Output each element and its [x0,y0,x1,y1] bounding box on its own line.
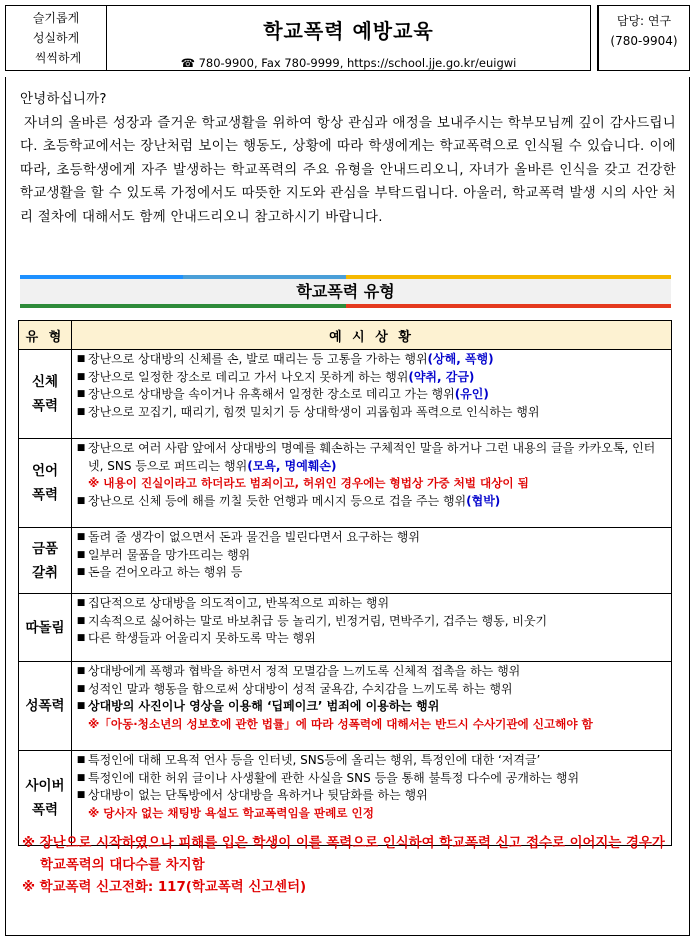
item-text: 장난으로 상대방을 속이거나 유혹해서 일정한 장소로 데리고 가는 행위 [88,387,455,402]
item-text-wrap [88,369,667,387]
warning-note: ※「아동·청소년의 성보호에 관한 법률」에 따라 성폭력에 대해서는 반드시 수사기관에 신고해야 함 [88,716,593,731]
square-bullet-icon: ■ [76,354,86,364]
item-text: 지속적으로 싫어하는 말로 바보취급 등 놀리기, 빈정거림, 면박주기, 겁주는 행동, 비웃기 [88,613,548,628]
col-type-header: 유 형 [19,321,72,350]
table-row [19,751,672,846]
contact-line [107,56,590,70]
table-row [19,662,672,751]
square-bullet-icon: ■ [76,443,86,453]
type-label: 갈취 [31,564,59,581]
table-body [19,350,672,846]
report-phone-note: ※ 학교폭력 신고전화: 117(학교폭력 신고센터) [22,880,307,895]
square-bullet-icon: ■ [76,615,86,626]
item-category: (유인) [454,387,489,402]
table-row [19,350,672,439]
header [5,5,690,71]
list-item [74,529,667,547]
contact-text: 780-9900, Fax 780-9999, https://school.jje.go.kr/euigwi [198,56,517,70]
motto-line: 슬기롭게 [32,11,80,25]
list-item [74,547,667,565]
item-text-wrap [88,386,667,404]
item-text-wrap [88,595,667,613]
square-bullet-icon: ■ [76,666,86,676]
item-text-wrap [88,547,667,565]
item-text-wrap [88,493,667,511]
list-item [74,663,667,681]
type-label: 사이버 [25,778,65,794]
table-row [19,594,672,662]
item-text: 다른 학생들과 어울리지 못하도록 막는 행위 [88,631,316,646]
list-item [74,369,667,387]
item-text: 집단적으로 상대방을 의도적이고, 반복적으로 피하는 행위 [88,596,390,610]
square-bullet-icon: ■ [76,371,86,382]
bar-segment [183,304,346,308]
table-row [19,528,672,594]
type-label: 금품 [31,540,59,557]
item-category: (협박) [466,493,501,508]
example-list [72,350,672,439]
item-text-wrap [88,630,667,648]
item-text-wrap [88,787,667,805]
example-list [72,662,672,751]
motto-line: 씩씩하게 [34,51,82,65]
item-text: 특정인에 대한 허위 글이나 사생활에 관한 사실을 SNS 등을 통해 불특정 다수에 공개하는 행위 [88,770,580,785]
item-text: 장난으로 여러 사람 앞에서 상대방의 명예를 훼손하는 구체적인 말을 하거나 그런 내용의 글을 카카오톡, 인터넷, SNS 등으로 퍼뜨리는 행위 [88,441,656,473]
page-title: 학교폭력 예방교육 [263,19,434,43]
square-bullet-icon: ■ [76,633,86,644]
item-text-wrap [88,440,667,475]
letter [20,88,676,230]
decor-bar-bottom [20,304,671,308]
item-category: (모욕, 명예훼손) [247,458,337,473]
warning-note: ※ 내용이 진실이라고 하더라도 범죄이고, 허위인 경우에는 형법상 가중 처벌 대상이 됨 [88,476,529,491]
item-text: 일부러 물품을 망가뜨리는 행위 [88,547,251,562]
list-item [74,752,667,770]
type-label: 따돌림 [25,619,65,636]
item-text-wrap [88,698,667,716]
square-bullet-icon: ■ [76,772,86,783]
contact-box [597,5,690,71]
violence-type [19,528,72,594]
example-list [72,751,672,846]
item-text: 상대방의 사진이나 영상을 이용해 ‘딥페이크’ 범죄에 이용하는 행위 [88,699,440,714]
list-item [74,440,667,475]
item-text-wrap [88,752,667,770]
item-text-wrap [88,351,667,369]
item-text: 상대방에게 폭행과 협박을 하면서 정적 모멸감을 느끼도록 신체적 접촉을 하는 행위 [88,664,521,678]
list-item [74,595,667,613]
greeting: 안녕하십니까? [20,92,107,107]
square-bullet-icon: ■ [76,790,86,801]
list-item [74,770,667,788]
type-label: 폭력 [31,398,59,414]
square-bullet-icon: ■ [76,598,86,608]
violence-type [19,594,72,662]
list-item [74,630,667,648]
square-bullet-icon: ■ [76,532,86,542]
square-bullet-icon: ■ [76,683,86,694]
example-list [72,594,672,662]
letter-body: 자녀의 올바른 성장과 즐거운 학교생활을 위하여 항상 관심과 애정을 보내주시는 학부모님께 깊이 감사드립니다. 초등학교에서는 장난처럼 보이는 행동도, 상황에 따라 학생에게는 학교폭력으로 인식될 수 있습니다. 이에 따라, 초등학생에게 자주 발생하는 학교폭력의 주요 유형을 안내드리오니, 자녀가 올바른 인식을 갖고 건강한 학교생활을 할 수 있도록 가정에서도 따뜻한 지도와 관심을 부탁드립니다. 아울러, 학교폭력 발생 시의 사안 처리 절차에 대해서도 함께 안내드리오니 참고하시기 바랍니다. [20,115,676,225]
item-text: 상대방이 없는 단톡방에서 상대방을 욕하거나 뒷담화를 하는 행위 [88,788,428,803]
list-item [74,351,667,369]
list-item [74,613,667,631]
square-bullet-icon: ■ [76,755,86,765]
violence-type [19,662,72,751]
list-item [74,787,667,805]
violence-types-table [18,320,672,846]
list-item [74,564,667,582]
type-label: 폭력 [31,802,59,818]
violence-type [19,439,72,528]
square-bullet-icon: ■ [76,406,86,417]
phone-icon: ☎ [180,56,195,70]
col-examples-header: 예 시 상 황 [72,321,672,350]
type-label: 폭력 [31,487,59,503]
square-bullet-icon: ■ [76,549,86,560]
contact-number: (780-9904) [610,34,678,48]
type-label: 성폭력 [25,698,65,714]
item-text-wrap [88,404,667,422]
school-motto [5,5,107,71]
list-item [74,681,667,699]
item-category: (상해, 폭행) [427,352,494,366]
type-label: 언어 [31,463,59,479]
square-bullet-icon: ■ [76,495,86,506]
footer-note: ※ 장난으로 시작하였으나 피해를 입은 학생이 이를 폭력으로 인식하여 학교폭력 신고 접수로 이어지는 경우가 학교폭력의 대다수를 차지함 [22,836,665,873]
warning-note: ※ 당사자 없는 채팅방 욕설도 학교폭력임을 판례로 인정 [88,805,374,820]
item-text: 장난으로 신체 등에 해를 끼칠 듯한 언행과 메시지 등으로 겁을 주는 행위 [88,493,467,508]
violence-type [19,350,72,439]
footer-notes [22,833,674,899]
square-bullet-icon: ■ [76,389,86,400]
motto-line: 성실하게 [32,31,80,45]
example-list [72,439,672,528]
bar-segment [20,304,183,308]
table-header-row [19,321,672,350]
item-text-wrap [88,663,667,681]
item-text-wrap [88,564,667,582]
title-box [107,5,591,71]
item-text: 돌려 줄 생각이 없으면서 돈과 물건을 빌린다면서 요구하는 행위 [88,530,420,544]
bar-segment [346,304,509,308]
list-item [74,493,667,511]
item-text: 장난으로 꼬집기, 때리기, 힘껏 밀치기 등 상대학생이 괴롭힘과 폭력으로 인식하는 행위 [88,404,540,419]
item-text: 장난으로 상대방의 신체를 손, 발로 때리는 등 고통을 가하는 행위 [88,352,428,366]
example-list [72,528,672,594]
item-text: 돈을 걷어오라고 하는 행위 등 [88,565,243,580]
type-label: 신체 [31,374,59,390]
item-text-wrap [88,770,667,788]
list-item [74,698,667,716]
item-text-wrap [88,613,667,631]
bar-segment [508,304,671,308]
table-row [19,439,672,528]
item-text: 특정인에 대해 모욕적 언사 등을 인터넷, SNS등에 올리는 행위, 특정인에 대한 ‘저격글’ [88,753,541,767]
item-text-wrap [88,681,667,699]
square-bullet-icon: ■ [76,567,86,578]
square-bullet-icon: ■ [76,701,86,712]
contact-person: 담당: 연구 [616,14,672,28]
list-item [74,386,667,404]
item-text-wrap [88,529,667,547]
item-text: 성적인 말과 행동을 함으로써 상대방이 성적 굴욕감, 수치감을 느끼도록 하는 행위 [88,681,513,696]
violence-type [19,751,72,846]
section-title: 학교폭력 유형 [20,279,671,304]
item-text: 장난으로 일정한 장소로 데리고 가서 나오지 못하게 하는 행위 [88,369,409,384]
list-item [74,404,667,422]
item-category: (약취, 감금) [408,369,475,384]
